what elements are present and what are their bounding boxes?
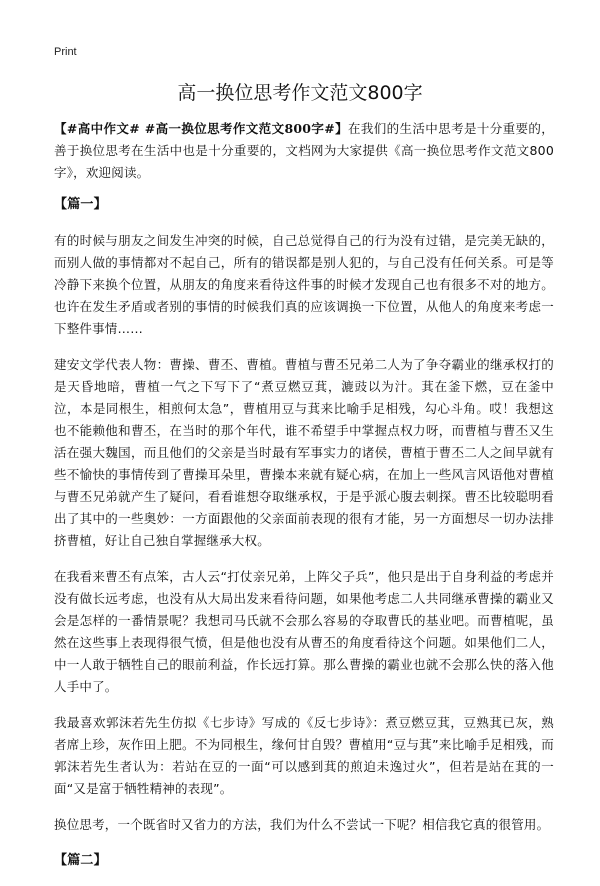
paragraph: 换位思考，一个既省时又省力的方法，我们为什么不尝试一下呢？相信我它真的很管用。 xyxy=(54,817,550,832)
paragraph: 在我看来曹丕有点笨，古人云“打仗亲兄弟，上阵父子兵”，他只是出于自身利益的考虑并没有做长远考虑，也没有从大局出发来看待问题，如果他考虑二人共同继承曹操的霸业又会是怎样的一番情景呢？我想司马氏就不会那么容易的夺取曹氏的基业吧。而曹植呢，虽然在这些事上表现得很气愤，但是他也没有从曹丕的角度看待这个问题。如果他们二人，中一人敢于牺牲自己的眼前利益，作长远打算。那么曹操的霸业也就不会那么快的落入他人手中了。 xyxy=(54,569,554,694)
intro-text: 在我们的生活中思考是十分重要的，善于换位思考在生活中也是十分重要的，文档网为大家提供《高一换位思考作文范文800字》，欢迎阅读。 xyxy=(54,121,555,180)
page-title: 高一换位思考作文范文800字 xyxy=(177,82,423,104)
intro-tag: 【#高中作文# #高一换位思考作文范文800字#】 xyxy=(54,121,348,136)
section-heading-1: 【篇一】 xyxy=(54,197,107,212)
paragraph: 有的时候与朋友之间发生冲突的时候，自己总觉得自己的行为没有过错，是完美无缺的，而别人做的事情都对不起自己，所有的错误都是别人犯的，与自己没有任何关系。可是等冷静下来换个位置，从朋友的角度来看待这件事的时候才发现自己也有很多不对的地方。也许在发生矛盾或者别的事情的时候我们真的应该调换一下位置，从他人的角度来考虑一下整件事情…… xyxy=(54,233,554,336)
section-heading-2: 【篇二】 xyxy=(54,853,107,868)
paragraph: 建安文学代表人物：曹操、曹丕、曹植。曹植与曹丕兄弟二人为了争夺霸业的继承权打的是天昏地暗，曹植一气之下写下了“煮豆燃豆萁，漉豉以为汁。萁在釜下燃，豆在釜中泣，本是同根生，相煎何太急”，曹植用豆与萁来比喻手足相残，勾心斗角。哎！我想这也不能赖他和曹丕，在当时的那个年代，谁不希望手中掌握点权力呀，而曹植与曹丕又生活在强大魏国，而且他们的父亲是当时最有军事实力的诸侯，曹植于曹丕二人之间早就有些不愉快的事情传到了曹操耳朵里，曹操本来就有疑心病，在加上一些风言风语他对曹植与曹丕兄弟就产生了疑问，看看谁想夺取继承权，于是乎派心腹去刺探。曹丕比较聪明看出了其中的一些奥妙：一方面跟他的父亲面前表现的很有才能，另一方面想尽一切办法排挤曹植，好让自己独自掌握继承大权。 xyxy=(54,357,554,548)
print-label: Print xyxy=(54,46,77,58)
document-body xyxy=(54,118,554,886)
paragraph: 我最喜欢郭沫若先生仿拟《七步诗》写成的《反七步诗》：煮豆燃豆萁，豆熟萁已灰，熟者席上珍，灰作田上肥。不为同根生，缘何甘自毁？曹植用“豆与萁”来比喻手足相残，而郭沫若先生者认为：若站在豆的一面“可以感到萁的煎迫未逸过火”，但若是站在萁的一面“又是富于牺牲精神的表现”。 xyxy=(54,715,554,796)
intro-paragraph xyxy=(54,118,554,184)
